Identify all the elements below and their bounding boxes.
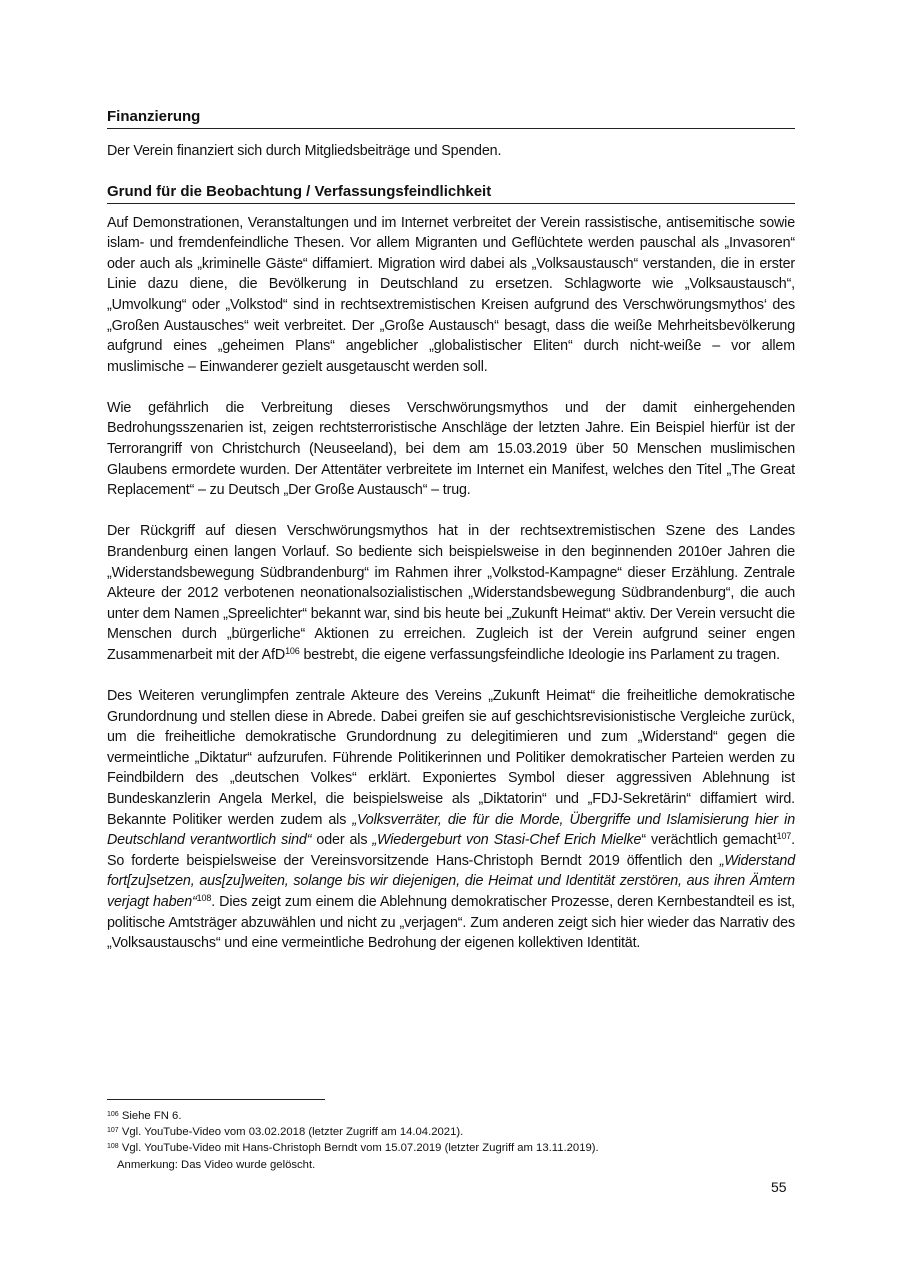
paragraph-4 [107, 686, 795, 954]
footnote-number: 108 [107, 1143, 119, 1151]
paragraph-3-text-b: bestrebt, die eigene verfassungsfeindliche Ideologie ins Parlament zu tragen. [299, 646, 780, 663]
footnote-number: 107 [107, 1127, 119, 1135]
paragraph-1: Auf Demonstrationen, Veranstaltungen und im Internet verbreitet der Verein rassistische, antisemitische sowie islam- und fremdenfeindliche Thesen. Vor allem Migranten und Geflüchtete werden pauschal als „Invasoren“ oder auch als „kriminelle Gäste“ diffamiert. Migration wird dabei als „Volksaustausch“ verstanden, die in erster Linie dazu diene, die Bevölkerung in Deutschland zu ersetzen. Schlagworte wie „Volksaustausch“, „Umvolkung“ oder „Volkstod“ sind in rechtsextremistischen Kreisen aufgrund des Verschwörungsmythos‘ des „Großen Austausches“ weit verbreitet. Der „Große Austausch“ besagt, dass die weiße Mehrheitsbevölkerung aufgrund eines „geheimen Plans“ angeblicher „globalistischer Eliten“ durch nicht-weiße – vor allem muslimische – Einwanderer gezielt ausgetauscht werden soll. [107, 214, 795, 375]
main-content [107, 107, 795, 954]
footnote-108 [107, 1140, 795, 1156]
footnote-ref-106: 106 [285, 645, 300, 656]
paragraph-3 [107, 521, 795, 665]
quote-widerstand: „Widerstand fort[zu]setzen, aus[zu]weiten, solange bis wir diejenigen, die Heimat und Identität zerstören, aus ihren Ämtern verjagt haben“ [107, 852, 795, 910]
footnote-divider [107, 1099, 325, 1100]
footnote-text: Vgl. YouTube-Video mit Hans-Christoph Berndt vom 15.07.2019 (letzter Zugriff am 13.11.2019). [118, 1142, 599, 1155]
paragraph-4-text-d: . So forderte beispielsweise der Vereinsvorsitzende Hans-Christoph Berndt 2019 öffentlich den [107, 832, 795, 869]
paragraph-4-text-a: Des Weiteren verunglimpfen zentrale Akteure des Vereins „Zukunft Heimat“ die freiheitliche demokratische Grundordnung und stellen diese in Abrede. Dabei greifen sie auf geschichtsrevisionistische Vergleiche zurück, um die freiheitliche demokratische Grundordnung zu delegitimieren und zum „Widerstand“ gegen die vermeintliche „Diktatur“ aufzurufen. Führende Politikerinnen und Politiker demokratischer Parteien werden zu Feindbildern des „deutschen Volkes“ erklärt. Exponiertes Symbol dieser aggressiven Ablehnung ist Bundeskanzlerin Angela Merkel, die beispielsweise als „Diktatorin“ und „FDJ-Sekretärin“ diffamiert wird. Bekannte Politiker werden zudem als [107, 687, 795, 828]
footnote-text: Siehe FN 6. [118, 1110, 182, 1122]
quote-wiedergeburt: „Wiedergeburt von Stasi-Chef Erich Mielke [372, 832, 642, 849]
paragraph-2: Wie gefährlich die Verbreitung dieses Verschwörungsmythos und der damit einhergehenden Bedrohungsszenarien ist, zeigen rechtsterroristische Anschläge der letzten Jahre. Ein Beispiel hierfür ist der Terrorangriff von Christchurch (Neuseeland), bei dem am 15.03.2019 über 50 Menschen muslimischen Glaubens ermordete wurden. Der Attentäter verbreitete im Internet ein Manifest, welches den Titel „The Great Replacement“ – zu Deutsch „Der Große Austausch“ – trug. [107, 399, 795, 499]
footnote-number: 106 [107, 1111, 119, 1118]
footnote-106 [107, 1108, 795, 1124]
heading-finanzierung: Finanzierung [107, 107, 795, 129]
paragraph-3-text-a: Der Rückgriff auf diesen Verschwörungsmythos hat in der rechtsextremistischen Szene des Landes Brandenburg einen langen Vorlauf. So bediente sich beispielsweise in den beginnenden 2010er Jahren die „Widerstandsbewegung Südbrandenburg“ im Rahmen ihrer „Volkstod-Kampagne“ dieser Erzählung. Zentrale Akteure der 2012 verbotenen neonationalsozialistischen „Widerstandsbewegung Südbrandenburg“, die auch unter dem Namen „Spreelichter“ bekannt war, sind bis heute bei „Zukunft Heimat“ aktiv. Der Verein versucht die Menschen durch „bürgerliche“ Aktionen zu erreichen. Zugleich ist der Verein aufgrund seiner engen Zusammenarbeit mit der AfD [107, 523, 795, 663]
heading-grund: Grund für die Beobachtung / Verfassungsfeindlichkeit [107, 182, 795, 204]
footnote-text: Vgl. YouTube-Video vom 03.02.2018 (letzter Zugriff am 14.04.2021). [118, 1126, 464, 1139]
footnote-ref-108: 108 [196, 892, 212, 903]
footnote-note: Anmerkung: Das Video wurde gelöscht. [117, 1158, 316, 1171]
page-number: 55 [771, 1179, 787, 1195]
paragraph-4-text-c: “ verächtlich gemacht [641, 832, 777, 849]
paragraph-4-text-e: . Dies zeigt zum einem die Ablehnung demokratischer Prozesse, deren Kernbestandteil es ist, politische Amtsträger abzuwählen und nicht zu „verjagen“. Zum anderen zeigt sich hier wieder das Narrativ des „Volksaustauschs“ und eine vermeintliche Bedrohung der eigenen kollektiven Identität. [107, 893, 795, 952]
finanzierung-text: Der Verein finanziert sich durch Mitgliedsbeiträge und Spenden. [107, 143, 502, 159]
paragraph-4-text-b: oder als [311, 832, 373, 849]
footnote-ref-107: 107 [776, 831, 792, 842]
footnote-107 [107, 1124, 795, 1140]
quote-volksverraeter: „Volksverräter, die für die Morde, Übergriffe und Islamisierung hier in Deutschland verantwortlich sind“ [107, 811, 795, 849]
footnotes [107, 1108, 795, 1173]
